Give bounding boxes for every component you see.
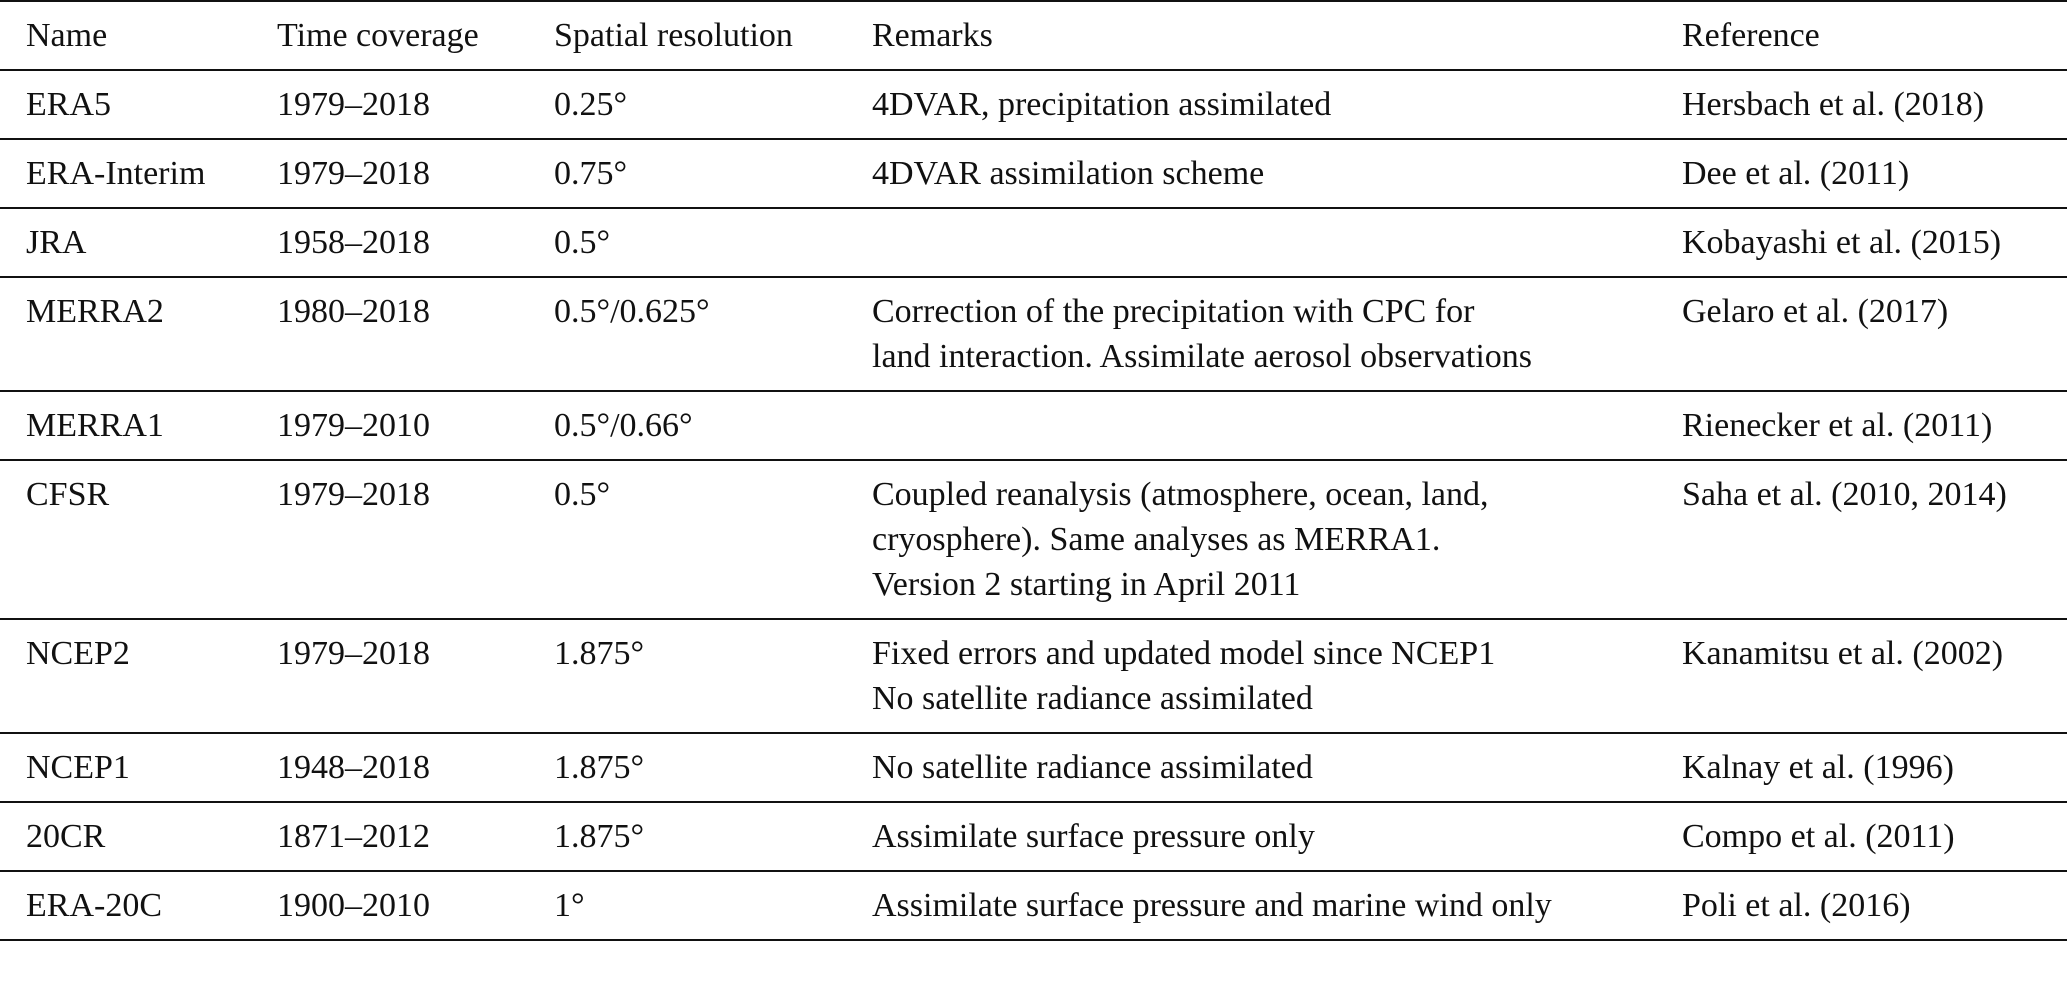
cell-remarks: [846, 139, 1656, 208]
table-header: [0, 1, 2067, 70]
cell-time-coverage: 1979–2018: [277, 635, 430, 672]
header-reference: Reference: [1682, 17, 1820, 54]
cell-spatial-resolution: 0.5°: [554, 224, 611, 261]
header-name: Name: [26, 17, 108, 54]
cell-spatial-resolution: 0.25°: [554, 86, 628, 123]
cell-time-coverage: 1979–2018: [277, 476, 430, 513]
remarks-line: cryosphere). Same analyses as MERRA1.: [872, 521, 1441, 558]
table-row: [0, 139, 2067, 208]
cell-reference: Rienecker et al. (2011): [1682, 407, 1993, 444]
cell-spatial-resolution: 0.5°: [554, 476, 611, 513]
cell-name: MERRA1: [26, 407, 164, 444]
cell-spatial-resolution: 0.75°: [554, 155, 628, 192]
cell-time-coverage: 1980–2018: [277, 293, 430, 330]
cell-remarks: [846, 802, 1656, 871]
remarks-line: land interaction. Assimilate aerosol observations: [872, 338, 1533, 375]
cell-reference: Kalnay et al. (1996): [1682, 749, 1954, 786]
cell-spatial-resolution: 1°: [554, 887, 585, 924]
cell-reference: Gelaro et al. (2017): [1682, 293, 1949, 330]
cell-remarks: [846, 391, 1656, 460]
remarks-line: No satellite radiance assimilated: [872, 680, 1313, 717]
header-remarks: Remarks: [872, 17, 993, 54]
cell-name: ERA-20C: [26, 887, 162, 924]
remarks-line: Correction of the precipitation with CPC for: [872, 293, 1475, 330]
cell-name: MERRA2: [26, 293, 164, 330]
cell-spatial-resolution: 0.5°/0.66°: [554, 407, 693, 444]
table-row: [0, 619, 2067, 733]
cell-name: 20CR: [26, 818, 106, 855]
header-row: [0, 1, 2067, 70]
cell-time-coverage: 1900–2010: [277, 887, 430, 924]
cell-reference: Kobayashi et al. (2015): [1682, 224, 2002, 261]
cell-reference: Dee et al. (2011): [1682, 155, 1910, 192]
remarks-line: No satellite radiance assimilated: [872, 749, 1313, 786]
table-row: [0, 733, 2067, 802]
table-body: [0, 70, 2067, 940]
cell-time-coverage: 1979–2018: [277, 155, 430, 192]
cell-reference: Kanamitsu et al. (2002): [1682, 635, 2004, 672]
cell-spatial-resolution: 1.875°: [554, 749, 645, 786]
cell-remarks: [846, 871, 1656, 940]
remarks-line: Assimilate surface pressure only: [872, 818, 1315, 855]
cell-remarks: [846, 70, 1656, 139]
header-spatial-resolution: Spatial resolution: [554, 17, 793, 54]
table-row: [0, 70, 2067, 139]
remarks-line: Assimilate surface pressure and marine wind only: [872, 887, 1552, 924]
cell-reference: Hersbach et al. (2018): [1682, 86, 1985, 123]
cell-spatial-resolution: 0.5°/0.625°: [554, 293, 710, 330]
cell-spatial-resolution: 1.875°: [554, 635, 645, 672]
table-row: [0, 391, 2067, 460]
cell-remarks: [846, 619, 1656, 733]
cell-reference: Saha et al. (2010, 2014): [1682, 476, 2007, 513]
cell-time-coverage: 1871–2012: [277, 818, 430, 855]
table-row: [0, 208, 2067, 277]
table-row: [0, 277, 2067, 391]
cell-name: ERA-Interim: [26, 155, 206, 192]
cell-name: NCEP1: [26, 749, 130, 786]
cell-time-coverage: 1979–2018: [277, 86, 430, 123]
cell-name: NCEP2: [26, 635, 130, 672]
cell-remarks: [846, 733, 1656, 802]
cell-name: CFSR: [26, 476, 110, 513]
table-row: [0, 460, 2067, 619]
remarks-line: Fixed errors and updated model since NCEP1: [872, 635, 1496, 672]
cell-reference: Compo et al. (2011): [1682, 818, 1955, 855]
cell-remarks: [846, 460, 1656, 619]
remarks-line: 4DVAR, precipitation assimilated: [872, 86, 1332, 123]
cell-name: JRA: [26, 224, 87, 261]
table-row: [0, 871, 2067, 940]
cell-remarks: [846, 277, 1656, 391]
cell-time-coverage: 1958–2018: [277, 224, 430, 261]
table-row: [0, 802, 2067, 871]
remarks-line: 4DVAR assimilation scheme: [872, 155, 1265, 192]
cell-reference: Poli et al. (2016): [1682, 887, 1911, 924]
remarks-line: Coupled reanalysis (atmosphere, ocean, land,: [872, 476, 1489, 513]
cell-remarks: [846, 208, 1656, 277]
header-time-coverage: Time coverage: [277, 17, 479, 54]
cell-spatial-resolution: 1.875°: [554, 818, 645, 855]
cell-time-coverage: 1948–2018: [277, 749, 430, 786]
remarks-line: Version 2 starting in April 2011: [872, 566, 1301, 603]
cell-time-coverage: 1979–2010: [277, 407, 430, 444]
cell-name: ERA5: [26, 86, 111, 123]
